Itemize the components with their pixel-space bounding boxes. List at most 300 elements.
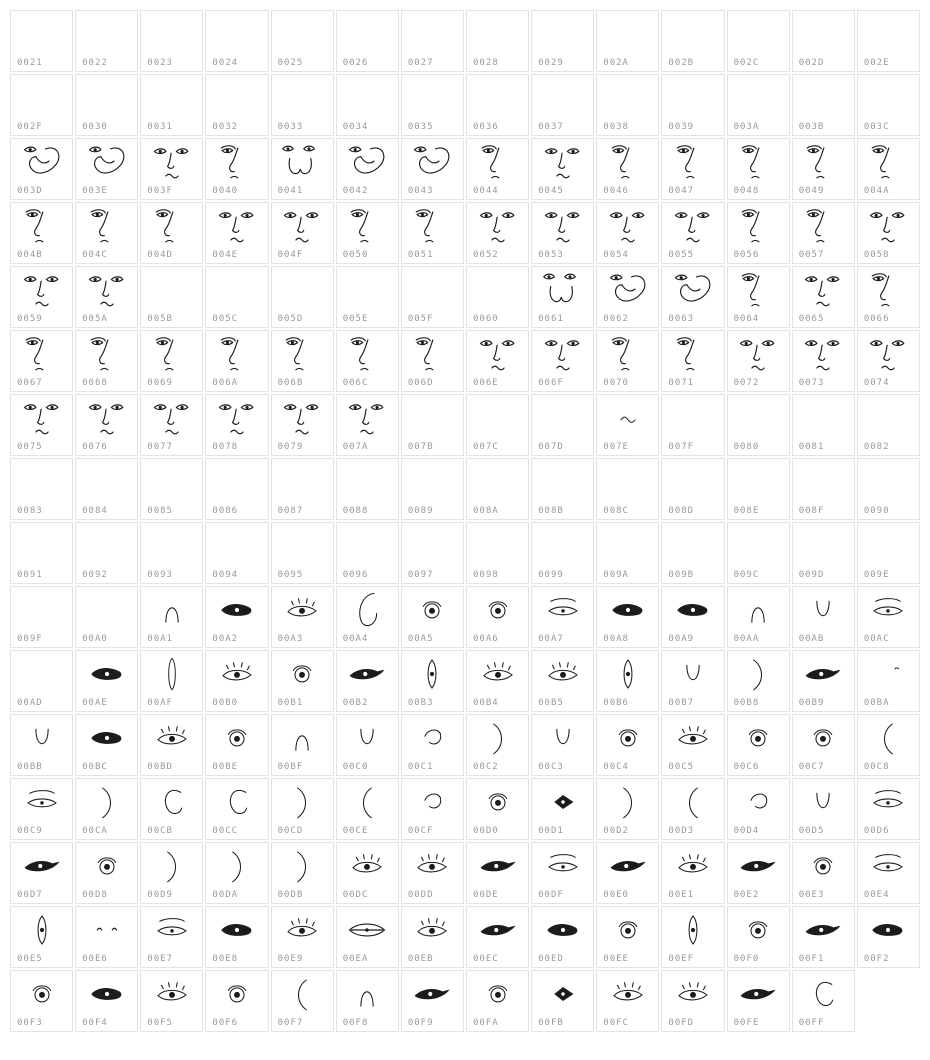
- eye-wing-sketch-icon: [471, 845, 525, 887]
- glyph-cell: [140, 138, 203, 200]
- codepoint-label: 00AD: [17, 698, 43, 708]
- glyph-cell: [140, 714, 203, 776]
- codepoint-label: 0066: [863, 314, 890, 324]
- glyph-cell: [336, 458, 399, 520]
- glyph-cell: [466, 330, 529, 392]
- codepoint-label: 0083: [17, 506, 43, 516]
- glyph-cell: [336, 266, 399, 328]
- glyph-cell: [10, 842, 73, 904]
- codepoint-label: 00A2: [212, 634, 239, 644]
- glyph-cell: [10, 202, 73, 264]
- codepoint-label: 00CB: [147, 826, 173, 836]
- codepoint-label: 00D0: [472, 826, 499, 836]
- face-profile-sketch-icon: [601, 141, 655, 183]
- dot-sketch-icon: [861, 653, 915, 695]
- codepoint-label: 00F3: [17, 1018, 43, 1028]
- eye-vert-sketch-icon: [666, 909, 720, 951]
- codepoint-label: 002B: [668, 58, 695, 68]
- codepoint-label: 00AB: [798, 634, 825, 644]
- codepoint-label: 003B: [798, 122, 825, 132]
- glyph-cell: [10, 970, 73, 1032]
- codepoint-label: 00D7: [17, 890, 43, 900]
- face-front-sketch-icon: [15, 269, 69, 311]
- glyph-cell: [401, 970, 464, 1032]
- codepoint-label: 007B: [407, 442, 434, 452]
- arch-sketch-icon: [731, 589, 785, 631]
- codepoint-label: 00E8: [212, 954, 239, 964]
- face-profile-sketch-icon: [731, 205, 785, 247]
- eye-lash-sketch-icon: [666, 717, 720, 759]
- eye-lash-sketch-icon: [666, 845, 720, 887]
- glyph-cell: [205, 586, 268, 648]
- c-right-sketch-icon: [471, 717, 525, 759]
- face-profile-sketch-icon: [405, 205, 459, 247]
- glyph-cell: [531, 74, 594, 136]
- glyph-cell: [531, 650, 594, 712]
- glyph-cell: [401, 842, 464, 904]
- codepoint-label: 00E0: [603, 890, 629, 900]
- codepoint-label: 00DB: [277, 890, 304, 900]
- codepoint-label: 00D4: [733, 826, 760, 836]
- codepoint-label: 009C: [733, 570, 760, 580]
- codepoint-label: 00AF: [147, 698, 173, 708]
- glyph-cell: [401, 522, 464, 584]
- glyph-cell: [401, 202, 464, 264]
- codepoint-label: 00E4: [863, 890, 890, 900]
- eye-wing-sketch-icon: [15, 845, 69, 887]
- glyph-cell: [401, 74, 464, 136]
- glyph-cell: [661, 138, 724, 200]
- glyph-cell: [661, 202, 724, 264]
- codepoint-label: 0051: [407, 250, 434, 260]
- glyph-cell: [661, 842, 724, 904]
- c-right-sketch-icon: [80, 781, 134, 823]
- glyph-cell: [140, 650, 203, 712]
- eye-dark-sketch-icon: [666, 589, 720, 631]
- codepoint-label: 00C2: [472, 762, 499, 772]
- face-front-sketch-icon: [796, 333, 850, 375]
- glyph-cell: [271, 138, 334, 200]
- face-profile-sketch-icon: [601, 333, 655, 375]
- codepoint-label: 005E: [342, 314, 369, 324]
- glyph-cell: [271, 202, 334, 264]
- eye-dark-sketch-icon: [80, 717, 134, 759]
- codepoint-label: 007A: [342, 442, 369, 452]
- glyph-cell: [271, 394, 334, 456]
- codepoint-label: 0032: [212, 122, 239, 132]
- glyph-cell: [857, 202, 920, 264]
- glyph-cell: [271, 586, 334, 648]
- face-front-sketch-icon: [861, 333, 915, 375]
- glyph-cell: [140, 458, 203, 520]
- glyph-cell: [140, 522, 203, 584]
- codepoint-label: 0079: [277, 442, 304, 452]
- codepoint-label: 00C5: [668, 762, 695, 772]
- codepoint-label: 00FD: [668, 1018, 695, 1028]
- eye-dark-sketch-icon: [80, 653, 134, 695]
- face-loop-sketch-icon: [80, 141, 134, 183]
- glyph-cell: [10, 394, 73, 456]
- codepoint-label: 00E7: [147, 954, 173, 964]
- c-open-sketch-icon: [796, 973, 850, 1015]
- codepoint-label: 0054: [603, 250, 629, 260]
- eye-lash-sketch-icon: [666, 973, 720, 1015]
- glyph-cell: [727, 266, 790, 328]
- codepoint-label: 0050: [342, 250, 369, 260]
- eye-wing-sketch-icon: [405, 973, 459, 1015]
- glyph-cell: [140, 330, 203, 392]
- glyph-cell: [271, 970, 334, 1032]
- codepoint-label: 00BF: [277, 762, 304, 772]
- glyph-cell: [205, 202, 268, 264]
- codepoint-label: 00A7: [538, 634, 564, 644]
- codepoint-label: 0074: [863, 378, 890, 388]
- glyph-cell: [466, 138, 529, 200]
- face-front-sketch-icon: [80, 397, 134, 439]
- codepoint-label: 00D1: [538, 826, 564, 836]
- codepoint-label: 0094: [212, 570, 239, 580]
- codepoint-label: 009F: [17, 634, 43, 644]
- glyph-cell: [336, 586, 399, 648]
- c-right-sketch-icon: [145, 845, 199, 887]
- codepoint-label: 00D2: [603, 826, 629, 836]
- glyph-cell: [271, 842, 334, 904]
- codepoint-label: 003E: [82, 186, 108, 196]
- face-profile-sketch-icon: [275, 333, 329, 375]
- glyph-cell: [336, 10, 399, 72]
- glyph-cell: [596, 394, 659, 456]
- face-front-sketch-icon: [536, 205, 590, 247]
- codepoint-label: 0044: [472, 186, 499, 196]
- arch-sketch-icon: [145, 589, 199, 631]
- codepoint-label: 00D8: [82, 890, 108, 900]
- glyph-cell: [336, 522, 399, 584]
- codepoint-label: 005A: [82, 314, 108, 324]
- c-right-sketch-icon: [275, 781, 329, 823]
- glyph-cell: [661, 394, 724, 456]
- face-front-sketch-icon: [15, 397, 69, 439]
- codepoint-label: 004E: [212, 250, 239, 260]
- face-front-sketch-icon: [796, 269, 850, 311]
- face-front-sketch-icon: [601, 205, 655, 247]
- codepoint-label: 00D9: [147, 890, 173, 900]
- hook-sketch-icon: [405, 781, 459, 823]
- codepoint-label: 00E9: [277, 954, 304, 964]
- codepoint-label: 00AA: [733, 634, 760, 644]
- codepoint-label: 002C: [733, 58, 760, 68]
- glyph-cell: [857, 138, 920, 200]
- face-front-sketch-icon: [210, 397, 264, 439]
- glyph-cell: [271, 10, 334, 72]
- oval-open-sketch-icon: [340, 589, 394, 631]
- codepoint-label: 00A4: [342, 634, 369, 644]
- glyph-cell: [792, 906, 855, 968]
- codepoint-label: 0092: [82, 570, 108, 580]
- codepoint-label: 0037: [538, 122, 564, 132]
- codepoint-label: 0052: [472, 250, 499, 260]
- hook-sketch-icon: [405, 717, 459, 759]
- codepoint-label: 0045: [538, 186, 564, 196]
- glyph-cell: [271, 330, 334, 392]
- glyph-cell: [792, 586, 855, 648]
- codepoint-label: 0056: [733, 250, 760, 260]
- glyph-cell: [531, 394, 594, 456]
- glyph-cell: [336, 906, 399, 968]
- codepoint-label: 004F: [277, 250, 304, 260]
- glyph-cell: [661, 266, 724, 328]
- codepoint-label: 00E3: [798, 890, 825, 900]
- eye-diamond-sketch-icon: [536, 781, 590, 823]
- codepoint-label: 00BC: [82, 762, 108, 772]
- face-loop2-sketch-icon: [536, 269, 590, 311]
- codepoint-label: 00B9: [798, 698, 825, 708]
- glyph-cell: [401, 906, 464, 968]
- codepoint-label: 00C8: [863, 762, 890, 772]
- codepoint-label: 005C: [212, 314, 239, 324]
- eye-round-sketch-icon: [80, 845, 134, 887]
- glyph-cell: [792, 650, 855, 712]
- glyph-cell: [596, 586, 659, 648]
- arch-sketch-icon: [340, 973, 394, 1015]
- glyph-cell: [531, 778, 594, 840]
- codepoint-label: 0036: [472, 122, 499, 132]
- face-front-sketch-icon: [275, 205, 329, 247]
- glyph-cell: [205, 522, 268, 584]
- face-profile-sketch-icon: [796, 141, 850, 183]
- eye-plain-sketch-icon: [536, 845, 590, 887]
- codepoint-label: 00F6: [212, 1018, 239, 1028]
- eye-round-sketch-icon: [601, 717, 655, 759]
- glyph-cell: [401, 266, 464, 328]
- glyph-cell: [336, 650, 399, 712]
- codepoint-label: 0061: [538, 314, 564, 324]
- glyph-cell: [466, 650, 529, 712]
- codepoint-label: 00F8: [342, 1018, 369, 1028]
- codepoint-label: 0093: [147, 570, 173, 580]
- glyph-cell: [661, 458, 724, 520]
- glyph-cell: [205, 842, 268, 904]
- glyph-cell: [401, 458, 464, 520]
- glyph-cell: [857, 266, 920, 328]
- glyph-cell: [596, 970, 659, 1032]
- codepoint-label: 009B: [668, 570, 695, 580]
- eye-round-sketch-icon: [471, 973, 525, 1015]
- glyph-cell: [10, 458, 73, 520]
- glyph-cell: [75, 10, 138, 72]
- glyph-cell: [596, 10, 659, 72]
- glyph-cell: [531, 138, 594, 200]
- glyph-cell: [75, 586, 138, 648]
- codepoint-label: 00BA: [863, 698, 890, 708]
- codepoint-label: 00F7: [277, 1018, 304, 1028]
- codepoint-label: 002E: [863, 58, 890, 68]
- codepoint-label: 0035: [407, 122, 434, 132]
- face-loop-sketch-icon: [405, 141, 459, 183]
- codepoint-label: 009A: [603, 570, 629, 580]
- eye-round-sketch-icon: [471, 781, 525, 823]
- glyph-cell: [661, 970, 724, 1032]
- face-loop2-sketch-icon: [275, 141, 329, 183]
- glyph-cell: [857, 394, 920, 456]
- codepoint-label: 0060: [472, 314, 499, 324]
- codepoint-label: 0047: [668, 186, 695, 196]
- glyph-cell: [596, 842, 659, 904]
- glyph-cell: [205, 266, 268, 328]
- codepoint-label: 0030: [82, 122, 108, 132]
- codepoint-label: 0082: [863, 442, 890, 452]
- glyph-cell: [727, 202, 790, 264]
- face-front-sketch-icon: [145, 397, 199, 439]
- glyph-cell: [466, 266, 529, 328]
- eye-vert-sketch-icon: [15, 909, 69, 951]
- face-profile-sketch-icon: [15, 205, 69, 247]
- glyph-cell: [727, 10, 790, 72]
- glyph-cell: [596, 458, 659, 520]
- glyph-cell: [271, 458, 334, 520]
- glyph-cell: [75, 458, 138, 520]
- glyph-cell: [857, 586, 920, 648]
- codepoint-label: 003D: [17, 186, 43, 196]
- glyph-cell: [205, 970, 268, 1032]
- glyph-cell: [75, 778, 138, 840]
- glyph-cell: [661, 522, 724, 584]
- codepoint-label: 0042: [342, 186, 369, 196]
- eye-lash-sketch-icon: [145, 717, 199, 759]
- glyph-cell: [336, 330, 399, 392]
- eye-wing-sketch-icon: [731, 973, 785, 1015]
- c-left-sketch-icon: [340, 781, 394, 823]
- glyph-cell: [140, 10, 203, 72]
- codepoint-label: 0069: [147, 378, 173, 388]
- glyph-cell: [401, 394, 464, 456]
- glyph-cell: [531, 458, 594, 520]
- codepoint-label: 00EF: [668, 954, 695, 964]
- glyph-cell: [466, 970, 529, 1032]
- glyph-cell: [401, 778, 464, 840]
- glyph-cell: [596, 650, 659, 712]
- glyph-cell: [401, 138, 464, 200]
- eye-round-sketch-icon: [210, 973, 264, 1015]
- codepoint-label: 0041: [277, 186, 304, 196]
- glyph-cell: [792, 138, 855, 200]
- glyph-cell: [205, 74, 268, 136]
- glyph-cell: [10, 10, 73, 72]
- codepoint-label: 007F: [668, 442, 695, 452]
- codepoint-label: 00B8: [733, 698, 760, 708]
- glyph-cell: [466, 394, 529, 456]
- codepoint-label: 0089: [407, 506, 434, 516]
- glyph-cell: [466, 202, 529, 264]
- glyph-cell: [10, 266, 73, 328]
- glyph-cell: [727, 778, 790, 840]
- eye-round-sketch-icon: [15, 973, 69, 1015]
- eye-dark-sketch-icon: [210, 589, 264, 631]
- codepoint-label: 00CE: [342, 826, 369, 836]
- glyph-cell: [140, 586, 203, 648]
- codepoint-label: 00C1: [407, 762, 434, 772]
- glyph-cell: [727, 138, 790, 200]
- glyph-cell: [10, 778, 73, 840]
- codepoint-label: 00E5: [17, 954, 43, 964]
- glyph-cell: [75, 970, 138, 1032]
- codepoint-label: 0099: [538, 570, 564, 580]
- codepoint-label: 0025: [277, 58, 304, 68]
- glyph-cell: [140, 394, 203, 456]
- face-profile-sketch-icon: [861, 269, 915, 311]
- glyph-cell: [661, 650, 724, 712]
- glyph-cell: [401, 714, 464, 776]
- codepoint-label: 00E6: [82, 954, 108, 964]
- glyph-cell: [661, 778, 724, 840]
- face-front-sketch-icon: [666, 205, 720, 247]
- glyph-cell: [596, 138, 659, 200]
- codepoint-label: 00B0: [212, 698, 239, 708]
- codepoint-label: 0072: [733, 378, 760, 388]
- codepoint-label: 00FF: [798, 1018, 825, 1028]
- glyph-cell: [531, 522, 594, 584]
- glyph-cell: [336, 138, 399, 200]
- glyph-cell: [205, 394, 268, 456]
- glyph-cell: [271, 522, 334, 584]
- codepoint-label: 0068: [82, 378, 108, 388]
- glyph-cell: [140, 266, 203, 328]
- codepoint-label: 0088: [342, 506, 369, 516]
- glyph-cell: [336, 778, 399, 840]
- glyph-cell: [140, 202, 203, 264]
- c-left-sketch-icon: [275, 973, 329, 1015]
- face-front-sketch-icon: [471, 205, 525, 247]
- glyph-cell: [466, 842, 529, 904]
- codepoint-label: 004A: [863, 186, 890, 196]
- codepoint-label: 005D: [277, 314, 304, 324]
- codepoint-label: 0039: [668, 122, 695, 132]
- eye-lash-sketch-icon: [210, 653, 264, 695]
- glyph-cell: [10, 586, 73, 648]
- codepoint-label: 006F: [538, 378, 564, 388]
- codepoint-label: 00F4: [82, 1018, 108, 1028]
- codepoint-label: 0049: [798, 186, 825, 196]
- glyph-cell: [75, 842, 138, 904]
- codepoint-label: 00CD: [277, 826, 304, 836]
- eye-round-sketch-icon: [601, 909, 655, 951]
- face-front-sketch-icon: [340, 397, 394, 439]
- glyph-cell: [466, 10, 529, 72]
- glyph-cell: [531, 10, 594, 72]
- codepoint-label: 002A: [603, 58, 629, 68]
- glyph-cell: [857, 650, 920, 712]
- codepoint-label: 0040: [212, 186, 239, 196]
- eye-plain-sketch-icon: [861, 845, 915, 887]
- glyph-cell: [857, 330, 920, 392]
- glyph-cell: [792, 714, 855, 776]
- eye-wing-sketch-icon: [471, 909, 525, 951]
- glyph-cell: [792, 778, 855, 840]
- codepoint-label: 006C: [342, 378, 369, 388]
- codepoint-label: 00F1: [798, 954, 825, 964]
- codepoint-label: 00A3: [277, 634, 304, 644]
- glyph-cell: [466, 906, 529, 968]
- glyph-cell: [205, 330, 268, 392]
- codepoint-label: 007D: [538, 442, 564, 452]
- face-front-sketch-icon: [731, 333, 785, 375]
- glyph-cell: [792, 458, 855, 520]
- codepoint-label: 00DC: [342, 890, 369, 900]
- codepoint-label: 0034: [342, 122, 369, 132]
- codepoint-label: 0023: [147, 58, 173, 68]
- face-front-sketch-icon: [536, 141, 590, 183]
- face-front-sketch-icon: [80, 269, 134, 311]
- codepoint-label: 0062: [603, 314, 629, 324]
